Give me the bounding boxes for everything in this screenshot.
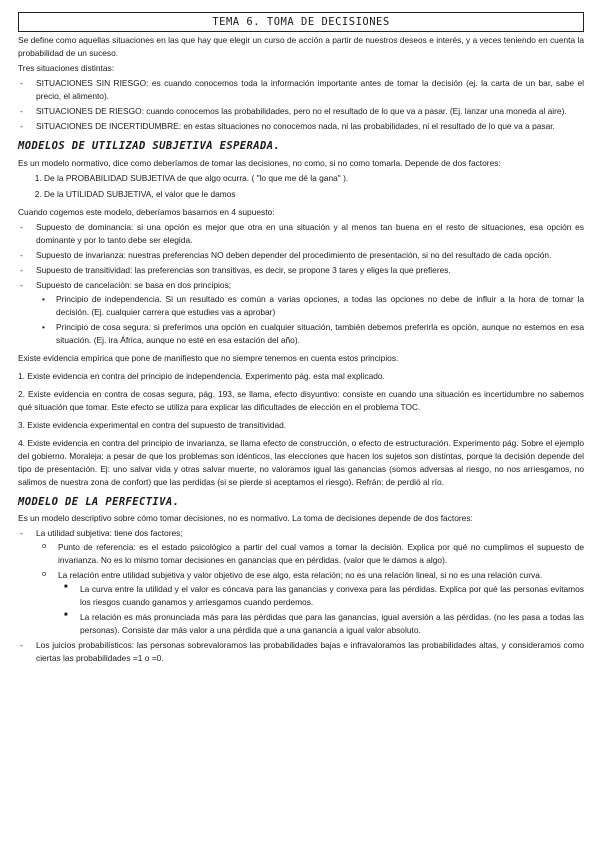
three-situations-label: Tres situaciones distintas: bbox=[18, 63, 115, 74]
section-heading-utility: MODELOS DE UTILIZAD SUBJETIVA ESPERADA. bbox=[18, 140, 281, 153]
supposition-cancel: Supuesto de cancelación: se basa en dos principios; bbox=[36, 279, 232, 290]
list-item: 1. De la PROBABILIDAD SUBJETIVA de que algo ocurra. ( "lo que me dé la gana" ). bbox=[44, 172, 584, 185]
evidence-item: 2. Existe evidencia en contra de cosas segura, pág. 193, se llama, efecto disyuntivo: consiste en cuando una situación es incertidumbre no sabemos qué situación que tomar. Este efecto se utiliza para explicar las dificultades de elección en el problema TOC. bbox=[18, 388, 584, 412]
list-item: - Supuesto de dominancia: si una opción es mejor que otra en una situación y al menos tan buena en el resto de situaciones, esa opción es dominante y por lo tanto debe ser elegida. bbox=[18, 221, 584, 247]
curve-points-list bbox=[58, 583, 584, 637]
page-title: TEMA 6. TOMA DE DECISIONES bbox=[18, 12, 584, 32]
suppositions-label: Cuando cogemos este modelo, deberíamos basarnos en 4 supuesto: bbox=[18, 206, 275, 217]
list-item: o Punto de referencia: es el estado psicológico a partir del cual vamos a tomar la decisión. Explica por qué no cumplimos el supuesto de invarianza. No es lo mismo tomar decisiones en ganancias que en pérdidas. (valor que le damos a algo). bbox=[36, 541, 584, 567]
list-item: - Los juicios probabilísticos: las personas sobrevaloramos las probabilidades bajas e infravaloramos las probabilidades altas, y consideramos como ciertas las probabilidades =1 o =0. bbox=[18, 639, 584, 665]
evidence-item: 4. Existe evidencia en contra del principio de invarianza, se llama efecto de construcción, o efecto de estructuración. Experimento pág. Sobre el ejemplo del gobierno. Moraleja: a pesar de que los problemas son idénticos, las elecciones que hacen los sujetos son distintas, porque la decisión depende del tipo de presentación. Ej: uno salvar vida y otras salvar muerte, no valoramos igual las ganancias (somos adversas al riesgo, no nos arriesgamos, no salimos de nuestra zona de confort) que las perdidas (si se pierde si aceptamos el riesgo). Refrán: de perdió al río. bbox=[18, 437, 584, 487]
principles-list bbox=[36, 293, 584, 347]
perspective-list bbox=[18, 527, 584, 665]
list-item: ■ La curva entre la utilidad y el valor es cóncava para las ganancias y convexa para las pérdidas. Explica por qué las personas evitamos los riesgos cuando ganamos y arriesgamos cuando perdemos. bbox=[58, 583, 584, 609]
list-item: • Principio de cosa segura: si preferimos una opción en cualquier situación, también debemos preferirla es opción, aunque no estemos en esa situación. (Ej. ira África, aunque no esté en esa estación del año). bbox=[36, 321, 584, 347]
section2-intro: Es un modelo descriptivo sobre cómo tomar decisiones, no es normativo. La toma de decisiones depende de dos factores: bbox=[18, 513, 473, 524]
list-item bbox=[36, 569, 584, 637]
evidence-item: 3. Existe evidencia experimental en contra del supuesto de transitividad. bbox=[18, 419, 287, 430]
relation-text: La relación entre utilidad subjetiva y valor objetivo de ese algo, esta relación; no es una relación lineal, si no es una relación curva. bbox=[58, 570, 543, 581]
intro-paragraph: Se define como aquellas situaciones en las que hay que elegir un curso de acción a partir de nuestros deseos e interés, y a veces teniendo en cuenta la probabilidad de un suceso. bbox=[18, 35, 584, 59]
section-heading-perspective: MODELO DE LA PERFECTIVA. bbox=[18, 495, 180, 508]
list-item bbox=[18, 527, 584, 637]
list-item: - SITUACIONES DE RIESGO: cuando conocemos las probabilidades, pero no el resultado de lo que va a pasar. (Ej. lanzar una moneda al aire). bbox=[18, 105, 584, 118]
evidence-intro: Existe evidencia empírica que pone de manifiesto que no siempre tenemos en cuenta estos principios. bbox=[18, 352, 399, 363]
section1-intro: Es un modelo normativo, dice como deberíamos de tomar las decisiones, no como, si no como tomarla. Depende de dos factores: bbox=[18, 157, 501, 168]
list-item bbox=[18, 279, 584, 347]
list-item: - Supuesto de invarianza: nuestras preferencias NO deben depender del procedimiento de presentación, si no del resultado de cada opción. bbox=[18, 249, 584, 262]
evidence-item: 1. Existe evidencia en contra del principio de independencia. Experimento pág. esta mal explicado. bbox=[18, 370, 385, 381]
list-item: • Principio de independencia. Si un resultado es común a varias opciones, a todas las opciones no debe de influir a la hora de tomar la decisión. (Ej. cualquier carrera que estudies vas a aprobar) bbox=[36, 293, 584, 319]
list-item: 2. De la UTILIDAD SUBJETIVA, el valor que le damos bbox=[44, 188, 584, 201]
utility-label: La utilidad subjetiva: tiene dos factores; bbox=[36, 528, 183, 539]
list-item: - SITUACIONES SIN RIESGO: es cuando conocemos toda la información importante antes de tomar la decisión (ej. la carta de un bar, sabe el precio, el alimento). bbox=[18, 77, 584, 103]
factors-list bbox=[18, 172, 584, 201]
list-item: - Supuesto de transitividad: las preferencias son transitivas, es decir, se propone 3 tares y eliges la que prefieres. bbox=[18, 264, 584, 277]
list-item: - SITUACIONES DE INCERTIDUMBRE: en estas situaciones no conocemos nada, ni las probabilidades, ni el resultado de lo que va a pasar. bbox=[18, 120, 584, 133]
suppositions-list bbox=[18, 221, 584, 347]
list-item: ■ La relación es más pronunciada más para las pérdidas que para las ganancias, igual aversión a las pérdidas. (no les pasa a todas las personas). Consiste dar más valor a una pérdida que a una ganancia a igual valor absoluto. bbox=[58, 611, 584, 637]
utility-points-list bbox=[36, 541, 584, 637]
situations-list bbox=[18, 77, 584, 133]
